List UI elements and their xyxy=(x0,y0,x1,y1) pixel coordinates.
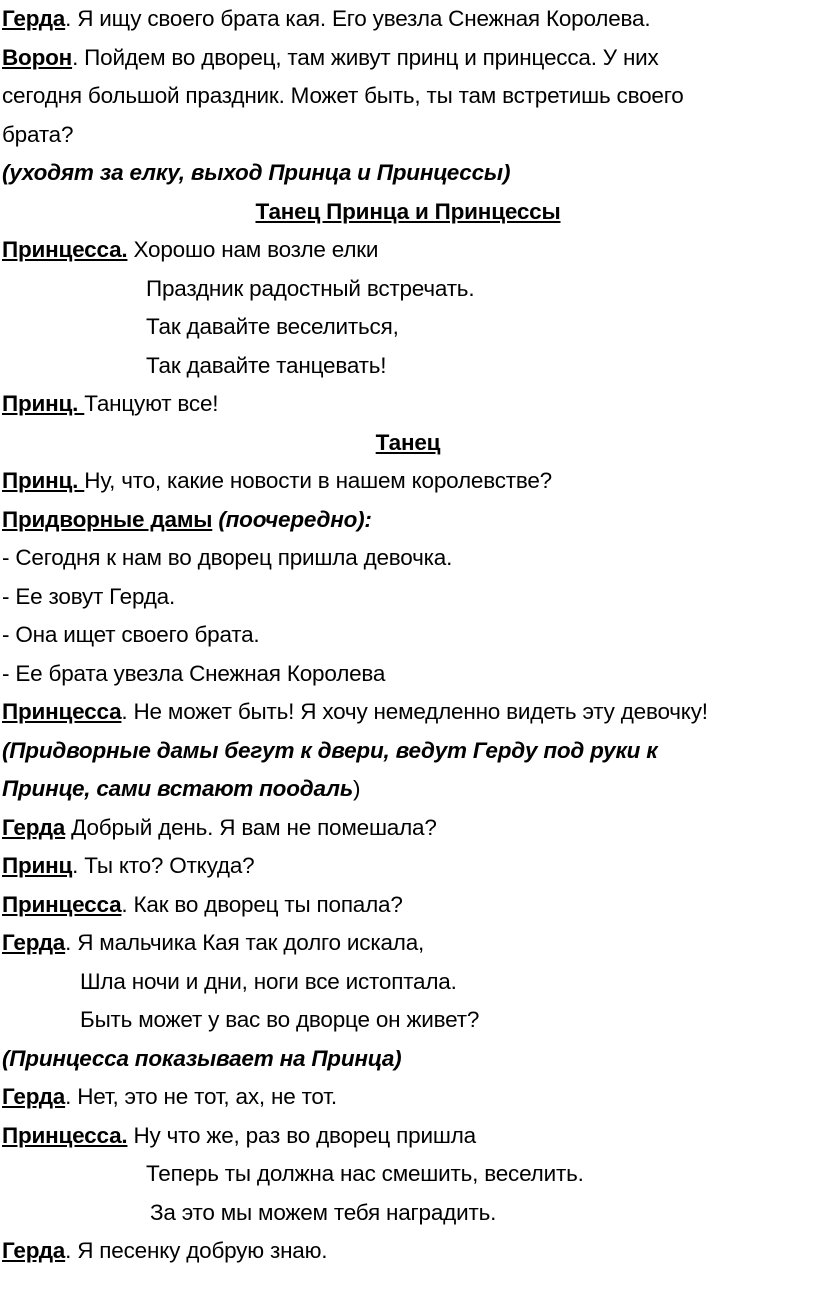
line-text: . Как во дворец ты попала? xyxy=(121,891,403,917)
dialogue-line xyxy=(2,0,812,38)
section-heading xyxy=(0,424,816,462)
stage-direction xyxy=(2,732,812,770)
line-text: - Ее брата увезла Снежная Королева xyxy=(2,660,386,686)
line-text: Шла ночи и дни, ноги все истоптала. xyxy=(80,968,457,994)
line-text: . Я мальчика Кая так долго искала, xyxy=(65,930,425,955)
dialogue-line xyxy=(2,462,812,500)
line-text: Теперь ты должна нас смешить, веселить. xyxy=(146,1161,584,1186)
verse-line xyxy=(146,1155,812,1193)
speaker-name: Герда xyxy=(2,814,66,840)
line-text: . Пойдем во дворец, там живут принц и принцесса. У них xyxy=(72,44,659,70)
line-text: Праздник радостный встречать. xyxy=(146,275,475,301)
speaker-name: Придворные дамы xyxy=(2,506,213,532)
direction-text: (уходят за елку, выход Принца и Принцессы) xyxy=(2,160,511,185)
line-text: ) xyxy=(353,776,361,801)
verse-line xyxy=(146,270,812,308)
line-text: - Ее зовут Герда. xyxy=(2,583,176,609)
line-text: Добрый день. Я вам не помешала? xyxy=(65,814,437,840)
speaker-name: Принц. xyxy=(2,391,85,416)
speaker-name: Принцесса. xyxy=(2,237,128,262)
dialogue-line xyxy=(2,809,812,847)
verse-line xyxy=(146,308,812,346)
dialogue-line xyxy=(2,501,812,539)
text-line xyxy=(2,539,812,577)
dialogue-line xyxy=(2,1232,812,1270)
line-text: . Я песенку добрую знаю. xyxy=(65,1238,328,1263)
line-text: Так давайте танцевать! xyxy=(146,352,387,378)
line-text: . Нет, это не тот, ах, не тот. xyxy=(65,1084,337,1109)
speaker-name: Принцесса xyxy=(2,699,122,724)
direction-text: Принце, сами встают поодаль xyxy=(2,776,353,801)
stage-direction xyxy=(2,770,812,808)
text-line xyxy=(2,77,812,115)
line-text: сегодня большой праздник. Может быть, ты там встретишь своего xyxy=(2,83,684,108)
line-text: Танцуют все! xyxy=(84,391,219,416)
verse-line xyxy=(80,963,812,1001)
dialogue-line xyxy=(2,924,812,962)
dialogue-line xyxy=(2,847,812,885)
speaker-name: Принцесса xyxy=(2,891,122,917)
line-text: брата? xyxy=(2,121,74,147)
line-text: - Сегодня к нам во дворец пришла девочка. xyxy=(2,545,453,570)
line-text: . Не может быть! Я хочу немедленно видеть эту девочку! xyxy=(121,699,708,724)
line-text: Быть может у вас во дворце он живет? xyxy=(80,1007,480,1032)
line-text: Ну что же, раз во дворец пришла xyxy=(127,1122,476,1148)
line-text: - Она ищет своего брата. xyxy=(2,622,260,647)
speaker-name: Герда xyxy=(2,6,66,31)
dialogue-line xyxy=(2,1078,812,1116)
speaker-name: Принцесса. xyxy=(2,1122,128,1148)
speaker-name: Герда xyxy=(2,1238,66,1263)
direction-text: (поочередно): xyxy=(212,506,372,532)
verse-line xyxy=(146,347,812,385)
text-line xyxy=(2,578,812,616)
line-text: . Ты кто? Откуда? xyxy=(72,853,255,878)
dialogue-line xyxy=(2,1117,812,1155)
line-text: . Я ищу своего брата кая. Его увезла Снежная Королева. xyxy=(65,6,651,31)
line-text: Так давайте веселиться, xyxy=(146,314,399,339)
line-text: Ну, что, какие новости в нашем королевстве? xyxy=(84,468,552,493)
line-text: За это мы можем тебя наградить. xyxy=(150,1199,497,1225)
text-line xyxy=(2,616,812,654)
heading-text: Танец xyxy=(375,429,441,455)
direction-text: (Принцесса показывает на Принца) xyxy=(2,1045,402,1071)
speaker-name: Принц xyxy=(2,853,73,878)
speaker-name: Герда xyxy=(2,930,66,955)
heading-text: Танец Принца и Принцессы xyxy=(255,198,561,224)
line-text: Хорошо нам возле елки xyxy=(127,237,379,262)
dialogue-line xyxy=(2,231,812,269)
direction-text: (Придворные дамы бегут к двери, ведут Герду под руки к xyxy=(2,737,658,763)
text-line xyxy=(2,116,812,154)
text-line xyxy=(2,655,812,693)
dialogue-line xyxy=(2,886,812,924)
dialogue-line xyxy=(2,693,812,731)
section-heading xyxy=(0,193,816,231)
dialogue-line xyxy=(2,385,812,423)
verse-line xyxy=(80,1001,812,1039)
stage-direction xyxy=(2,1040,812,1078)
speaker-name: Принц. xyxy=(2,468,85,493)
verse-line xyxy=(150,1194,812,1232)
speaker-name: Ворон xyxy=(2,44,73,70)
speaker-name: Герда xyxy=(2,1084,66,1109)
dialogue-line xyxy=(2,39,812,77)
stage-direction xyxy=(2,154,812,192)
